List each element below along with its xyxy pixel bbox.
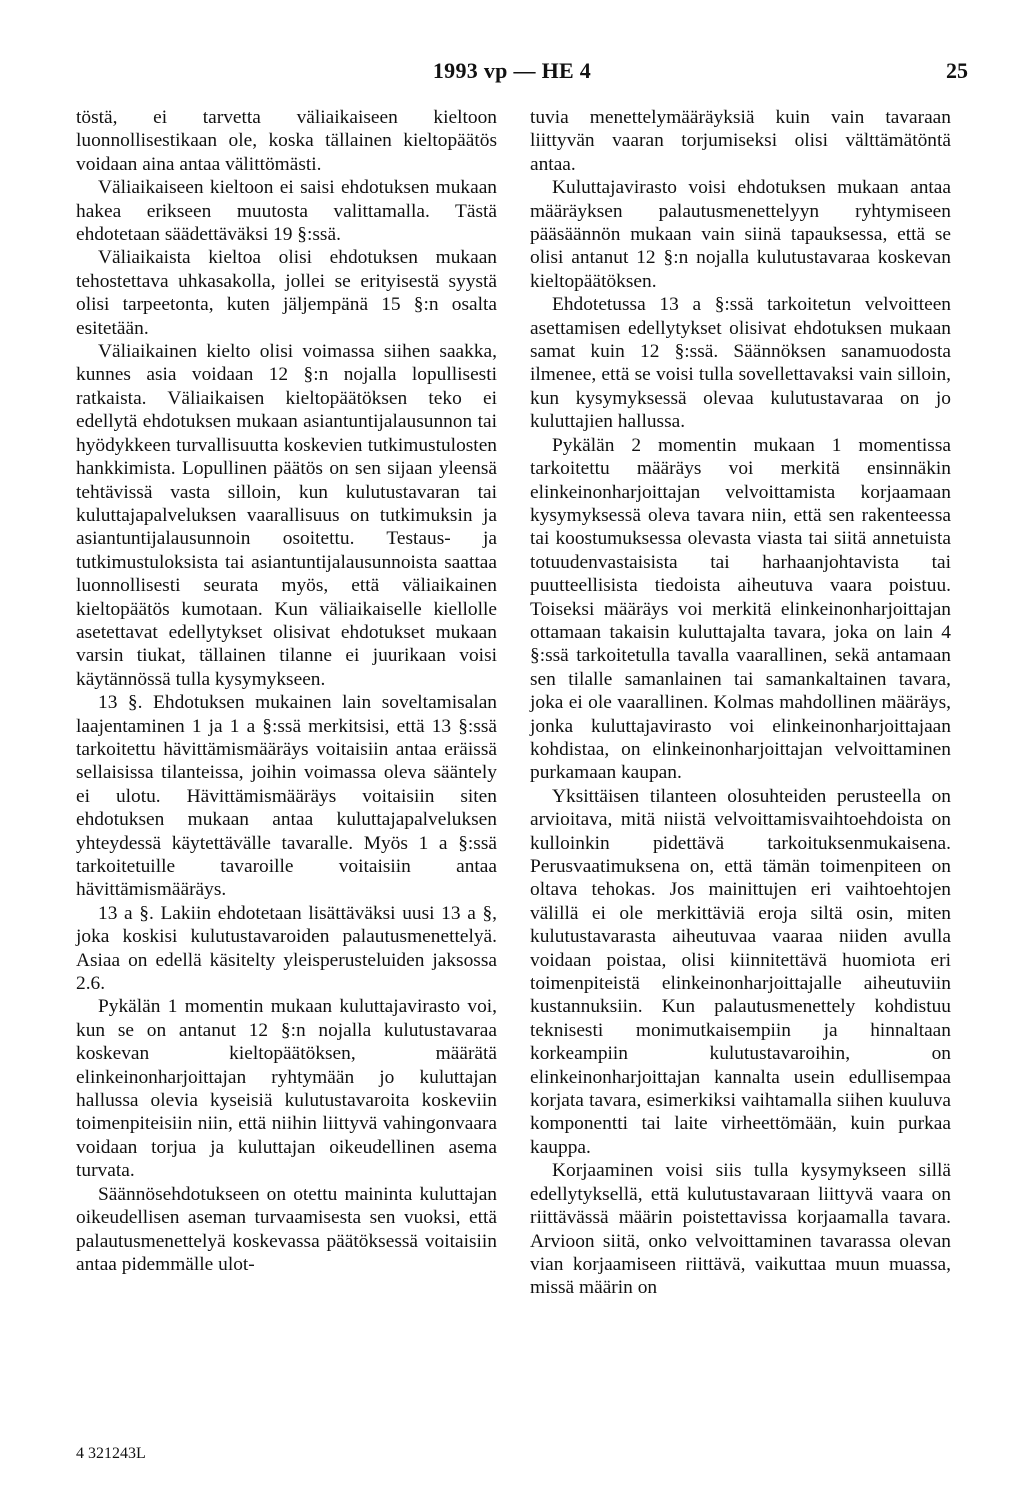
print-code: 4 321243L <box>76 1445 146 1462</box>
page-number: 25 <box>946 58 968 83</box>
paragraph: töstä, ei tarvetta väliaikaiseen kieltoon luonnollisestikaan ole, koska tällainen kieltopäätös voidaan aina antaa välittömästi. <box>76 107 497 175</box>
paragraph: 13 a §. Lakiin ehdotetaan lisättäväksi uusi 13 a §, joka koskisi kulutustavaroiden palautusmenettelyä. Asiaa on edellä käsitelty yleisperusteluiden jaksossa 2.6. <box>76 902 497 995</box>
running-head: 1993 vp — HE 4 <box>432 58 592 83</box>
paragraph: Väliaikaiseen kieltoon ei saisi ehdotuksen mukaan hakea erikseen muutosta valittamalla. Tästä ehdotetaan säädettäväksi 19 §:ssä. <box>76 177 497 246</box>
paragraph: tuvia menettelymääräyksiä kuin vain tavaraan liittyvän vaaran torjumiseksi olisi välttämätöntä antaa. <box>530 107 951 175</box>
paragraph: Väliaikaista kieltoa olisi ehdotuksen mukaan tehostettava uhkasakolla, jollei se erityisestä syystä olisi tarpeetonta, kuten jäljempänä 15 §:n osalta esitetään. <box>76 247 497 339</box>
paragraph: Säännösehdotukseen on otettu maininta kuluttajan oikeudellisen aseman turvaamisesta sen vuoksi, että palautusmenettelyä koskevassa päätöksessä voitaisiin antaa pidemmälle ulot- <box>76 1183 497 1275</box>
paragraph: Ehdotetussa 13 a §:ssä tarkoitetun velvoitteen asettamisen edellytykset olisivat ehdotuksen mukaan samat kuin 12 §:ssä. Säännöksen sanamuodosta ilmenee, että se voisi tulla sovellettavaksi vain silloin, kun kysymyksessä olevaa kulutustavaraa on jo kuluttajien hallussa. <box>530 294 951 433</box>
page-header <box>0 58 1024 88</box>
paragraph: Väliaikainen kielto olisi voimassa siihen saakka, kunnes asia voidaan 12 §:n nojalla lopullisesti ratkaista. Väliaikaisen kieltopäätöksen teko ei edellytä ehdotuksen mukaan asiantuntijalausunnon tai hyödykkeen turvallisuutta koskevien tutkimustulosten hankkimista. Lopullinen päätös on sen sijaan yleensä tehtävissä vasta silloin, kun kulutustavaran tai kuluttajapalveluksen vaarallisuus on tutkimuksin ja asiantuntijalausunnoin osoitettu. Testaus- ja tutkimustuloksista tai asiantuntijalausunnoista saattaa luonnollisesti seurata myös, että väliaikainen kieltopäätös kumotaan. Kun väliaikaiselle kiellolle asetettavat edellytykset olisivat ehdotukset mukaan varsin tiukat, tällainen tilanne ei juurikaan voisi käytännössä tulla kysymykseen. <box>76 341 497 690</box>
left-column <box>76 106 497 1276</box>
paragraph: Korjaaminen voisi siis tulla kysymykseen sillä edellytyksellä, että kulutustavaraan liittyvä vaara on riittävässä määrin poistettavissa korjaamalla tavara. Arvioon siitä, onko velvoittaminen tavarassa olevan vian korjaamiseen riittävä, vaikuttaa muun muassa, missä määrin on <box>530 1160 951 1299</box>
paragraph: Kuluttajavirasto voisi ehdotuksen mukaan antaa määräyksen palautusmenettelyyn ryhtymiseen pääsäännön mukaan vain siinä tapauksessa, että se olisi antanut 12 §:n nojalla kulutustavaraa koskevan kieltopäätöksen. <box>530 177 951 292</box>
right-column <box>530 106 951 1300</box>
paragraph: Yksittäisen tilanteen olosuhteiden perusteella on arvioitava, mitä niistä velvoittamisvaihtoehdoista on kulloinkin pidettävä tarkoituksenmukaisena. Perusvaatimuksena on, että tämän toimenpiteen on oltava tehokas. Jos mainittujen eri vaihtoehtojen välillä ei ole merkittäviä eroja siltä osin, miten kulutustavarasta aiheutuvaa vaaraa niiden avulla voidaan poistaa, olisi kiinnitettävä huomiota eri toimenpiteistä elinkeinonharjoittajalle aiheutuviin kustannuksiin. Kun palautusmenettely kohdistuu teknisesti monimutkaisempiin ja hinnaltaan korkeampiin kulutustavaroihin, on elinkeinonharjoittajan kannalta usein edullisempaa korjata tavara, esimerkiksi vaihtamalla siihen kuuluva komponentti tai laite virheettömään, kuin purkaa kauppa. <box>530 785 951 1158</box>
paragraph: Pykälän 2 momentin mukaan 1 momentissa tarkoitettu määräys voi merkitä ensinnäkin elinkeinonharjoittajan velvoittamista korjaamaan kysymyksessä oleva tavara niin, että sen rakenteessa tai koostumuksessa olevasta viasta tai siitä annetuista totuudenvastaisista tai harhaanjohtavista tai puutteellisista tiedoista aiheutuva vaara poistuu. Toiseksi määräys voi merkitä elinkeinonharjoittajan ottamaan takaisin kuluttajalta tavara, joka on lain 4 §:ssä tarkoitetulla tavalla vaarallinen, sekä antamaan sen tilalle samanlainen tai samankaltainen tavara, joka ei ole vaarallinen. Kolmas mahdollinen määräys, jonka kuluttajavirasto voi elinkeinonharjoittajaan kohdistaa, on elinkeinonharjoittajan velvoittaminen purkamaan kaupan. <box>530 434 951 784</box>
paragraph: Pykälän 1 momentin mukaan kuluttajavirasto voi, kun se on antanut 12 §:n nojalla kulutustavaraa koskevan kieltopäätöksen, määrätä elinkeinonharjoittajan ryhtymään jo kuluttajan hallussa olevia kyseisiä kulutustavaroita koskeviin toimenpiteisiin niin, että niihin liittyvä vahingonvaara voidaan torjua ja kuluttajan oikeudellinen asema turvata. <box>76 996 497 1182</box>
paragraph: 13 §. Ehdotuksen mukainen lain soveltamisalan laajentaminen 1 ja 1 a §:ssä merkitsisi, että 13 §:ssä tarkoitettu hävittämismääräys voitaisiin antaa eräissä sellaisissa tilanteissa, joihin voimassa oleva sääntely ei ulotu. Hävittämismääräys voitaisiin siten ehdotuksen mukaan antaa kuluttajapalveluksen yhteydessä käytettävälle tavaralle. Myös 1 a §:ssä tarkoitetuille tavaroille voitaisiin antaa hävittämismääräys. <box>76 692 497 901</box>
